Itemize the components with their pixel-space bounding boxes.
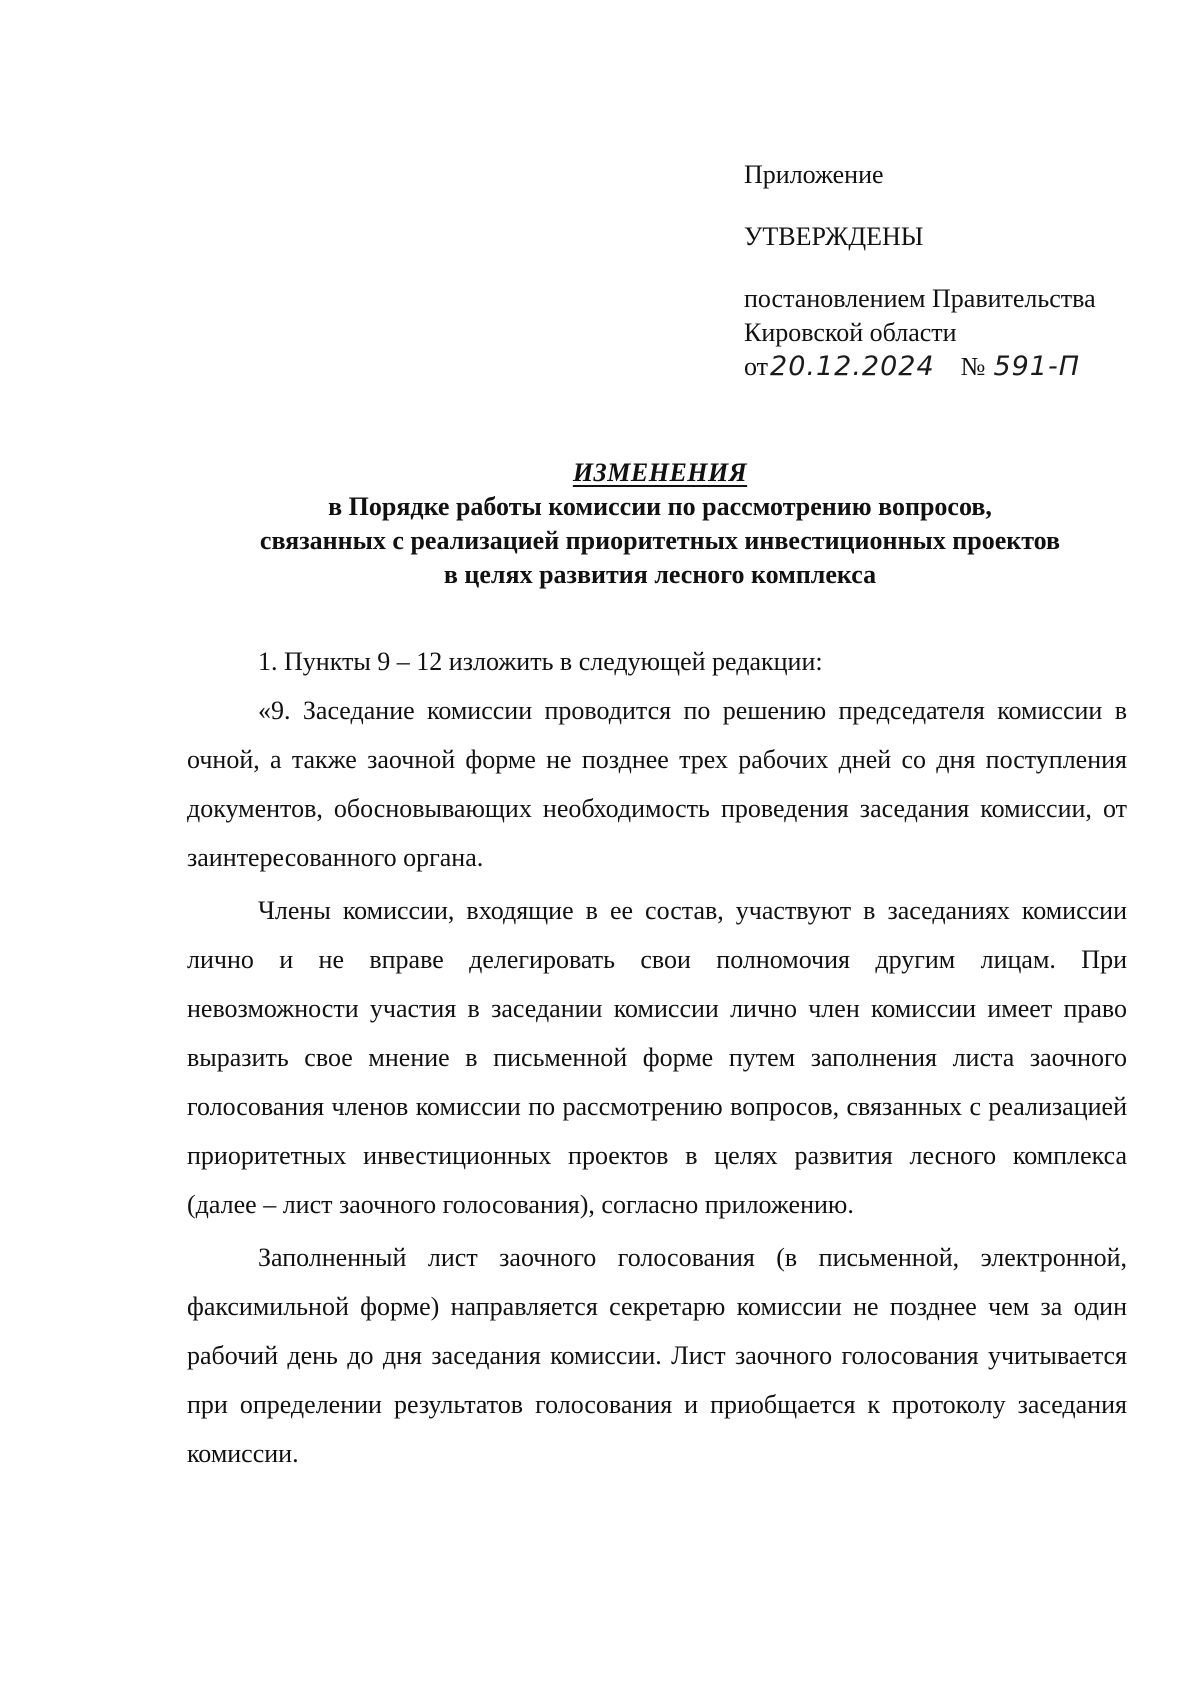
document-title (130, 456, 1190, 592)
title-line-2: связанных с реализацией приоритетных инвестиционных проектов (259, 526, 1061, 555)
decree-reference (744, 282, 1164, 384)
paragraph-9: «9. Заседание комиссии проводится по решению председателя комиссии в очной, а также заочной форме не позднее трех рабочих дней со дня поступления документов, обосновывающих необходимость проведения заседания комиссии, от заинтересованного органа. (187, 696, 1127, 872)
paragraph-members: Члены комиссии, входящие в ее состав, участвуют в заседаниях комиссии лично и не вправе делегировать свои полномочия другим лицам. При невозможности участия в заседании комиссии лично член комиссии имеет право выразить свое мнение в письменной форме путем заполнения листа заочного голосования членов комиссии по рассмотрению вопросов, связанных с реализацией приоритетных инвестиционных проектов в целях развития лесного комплекса (далее – лист заочного голосования), согласно приложению. (187, 896, 1127, 1219)
handwritten-date: 20.12.2024 (770, 351, 935, 382)
title-line-1: в Порядке работы комиссии по рассмотрению вопросов, (328, 492, 992, 521)
appendix-label: Приложение (744, 160, 884, 189)
date-prefix: от (744, 352, 769, 381)
approved-label: УТВЕРЖДЕНЫ (744, 222, 924, 251)
decree-date-number-line (744, 350, 1164, 384)
document-body (187, 637, 1127, 1478)
decree-line-2: Кировской области (744, 318, 957, 347)
item-1-paragraph: 1. Пункты 9 – 12 изложить в следующей редакции: (258, 647, 823, 676)
title-main: ИЗМЕНЕНИЯ (572, 458, 748, 487)
number-prefix: № (960, 352, 986, 381)
decree-line-1: постановлением Правительства (744, 284, 1096, 313)
handwritten-number: 591-П (993, 351, 1081, 382)
approval-block (744, 158, 1164, 384)
title-line-3: в целях развития лесного комплекса (443, 560, 877, 589)
paragraph-filled-sheet: Заполненный лист заочного голосования (в письменной, электронной, факсимильной форме) направляется секретарю комиссии не позднее чем за один рабочий день до дня заседания комиссии. Лист заочного голосования учитывается при определении результатов голосования и приобщается к протоколу заседания комиссии. (187, 1243, 1127, 1468)
